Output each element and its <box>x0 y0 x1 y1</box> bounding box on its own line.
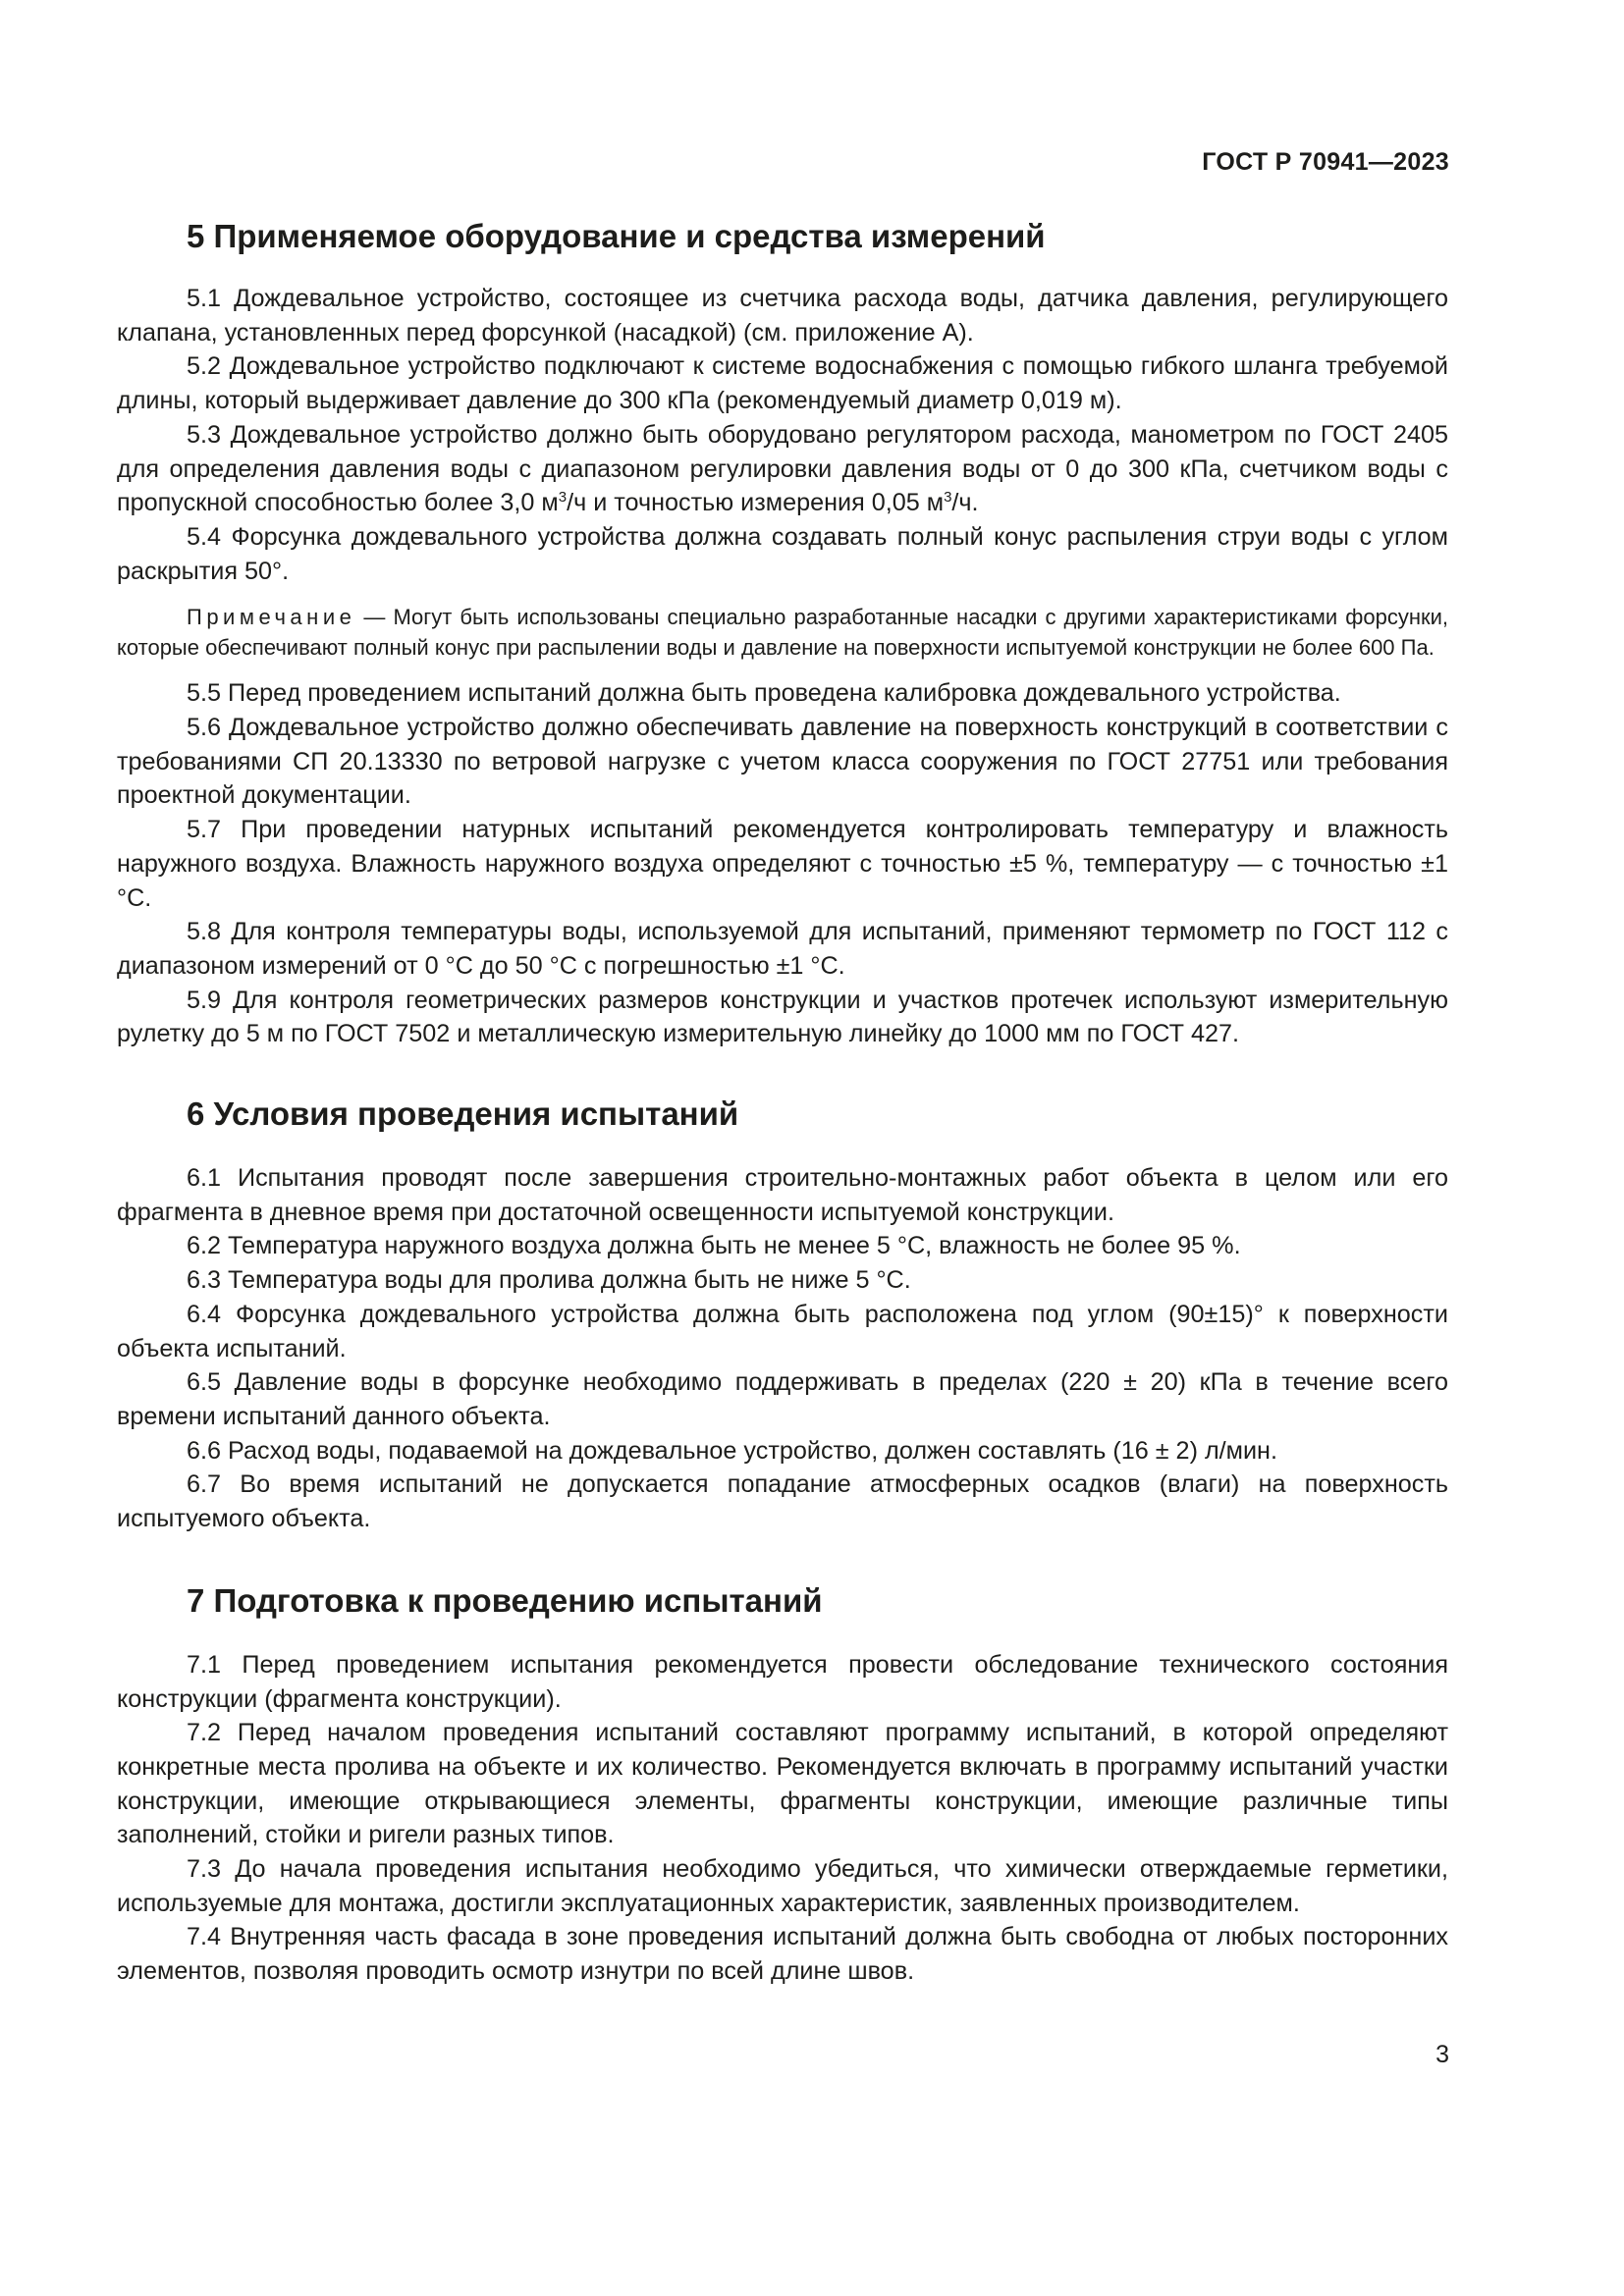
page-number: 3 <box>1435 2041 1449 2068</box>
note <box>117 602 1448 663</box>
section-6-title: 6 Условия проведения испытаний <box>187 1095 739 1133</box>
note-label: Примечание <box>187 605 356 630</box>
paragraph-6-5: 6.5 Давление воды в форсунке необходимо поддерживать в пределах (220 ± 20) кПа в течение всего времени испытаний данного объекта. <box>117 1368 1448 1430</box>
document-code-header: ГОСТ Р 70941—2023 <box>1202 148 1449 176</box>
paragraph-6-4: 6.4 Форсунка дождевального устройства должна быть расположена под углом (90±15)° к поверхности объекта испытаний. <box>117 1300 1448 1362</box>
paragraph-5-1: 5.1 Дождевальное устройство, состоящее из счетчика расхода воды, датчика давления, регулирующего клапана, установленных перед форсункой (насадкой) (см. приложение А). <box>117 285 1448 347</box>
paragraph-5-3-text-b: /ч и точностью измерения 0,05 м <box>567 489 945 517</box>
paragraph-5-7: 5.7 При проведении натурных испытаний рекомендуется контролировать температуру и влажность наружного воздуха. Влажность наружного воздуха определяют с точностью ±5 %, температуру — с точностью ±1 °С. <box>117 816 1448 912</box>
paragraph-5-9: 5.9 Для контроля геометрических размеров конструкции и участков протечек используют измерительную рулетку до 5 м по ГОСТ 7502 и металлическую измерительную линейку до 1000 мм по ГОСТ 427. <box>117 986 1448 1048</box>
paragraph-5-3-text-a: 5.3 Дождевальное устройство должно быть оборудовано регулятором расхода, манометром по ГОСТ 2405 для определения давления воды с диапазоном регулировки давления воды от 0 до 300 кПа, счетчиком воды с пропускной способностью более 3,0 м <box>117 420 1448 517</box>
paragraph-5-3-text-c: /ч. <box>951 489 979 517</box>
paragraph-5-8: 5.8 Для контроля температуры воды, используемой для испытаний, применяют термометр по ГОСТ 112 с диапазоном измерений от 0 °С до 50 °С с погрешностью ±1 °С. <box>117 918 1448 980</box>
paragraph-5-2: 5.2 Дождевальное устройство подключают к системе водоснабжения с помощью гибкого шланга требуемой длины, который выдерживает давление до 300 кПа (рекомендуемый диаметр 0,019 м). <box>117 352 1448 415</box>
paragraph-7-2: 7.2 Перед началом проведения испытаний составляют программу испытаний, в которой определяют конкретные места пролива на объекте и их количество. Рекомендуется включать в программу испытаний участки конструкции, имеющие открывающиеся элементы, фрагменты конструкции, имеющие различные типы заполнений, стойки и ригели разных типов. <box>117 1719 1448 1849</box>
paragraph-7-3: 7.3 До начала проведения испытания необходимо убедиться, что химически отверждаемые герметики, используемые для монтажа, достигли эксплуатационных характеристик, заявленных производителем. <box>117 1855 1448 1917</box>
paragraph-7-1: 7.1 Перед проведением испытания рекомендуется провести обследование технического состояния конструкции (фрагмента конструкции). <box>117 1650 1448 1713</box>
paragraph-6-1: 6.1 Испытания проводят после завершения строительно-монтажных работ объекта в целом или его фрагмента в дневное время при достаточной освещенности испытуемой конструкции. <box>117 1164 1448 1226</box>
page-content <box>117 217 1448 1989</box>
superscript-cubic-2: 3 <box>944 489 952 507</box>
note-text: — Могут быть использованы специально разработанные насадки с другими характеристиками форсунки, которые обеспечивают полный конус при распылении воды и давление на поверхности испытуемой конструкции не более 600 Па. <box>117 605 1448 661</box>
section-7-title: 7 Подготовка к проведению испытаний <box>187 1581 823 1619</box>
paragraph-5-4: 5.4 Форсунка дождевального устройства должна создавать полный конус распыления струи воды с углом раскрытия 50°. <box>117 522 1448 585</box>
paragraph-7-4: 7.4 Внутренняя часть фасада в зоне проведения испытаний должна быть свободна от любых посторонних элементов, позволяя проводить осмотр изнутри по всей длине швов. <box>117 1923 1448 1986</box>
paragraph-5-5: 5.5 Перед проведением испытаний должна быть проведена калибровка дождевального устройства. <box>187 679 1341 708</box>
paragraph-6-6: 6.6 Расход воды, подаваемой на дождевальное устройство, должен составлять (16 ± 2) л/мин. <box>187 1436 1277 1465</box>
section-5-title: 5 Применяемое оборудование и средства измерений <box>187 218 1046 254</box>
paragraph-6-7: 6.7 Во время испытаний не допускается попадание атмосферных осадков (влаги) на поверхность испытуемого объекта. <box>117 1470 1448 1533</box>
paragraph-6-3: 6.3 Температура воды для пролива должна быть не ниже 5 °С. <box>187 1266 911 1295</box>
paragraph-6-2: 6.2 Температура наружного воздуха должна быть не менее 5 °С, влажность не более 95 %. <box>187 1232 1241 1260</box>
paragraph-5-6: 5.6 Дождевальное устройство должно обеспечивать давление на поверхность конструкций в соответствии с требованиями СП 20.13330 по ветровой нагрузке с учетом класса сооружения по ГОСТ 27751 или требования проектной документации. <box>117 714 1448 810</box>
superscript-cubic-1: 3 <box>558 489 568 507</box>
paragraph-5-3 <box>117 418 1448 520</box>
